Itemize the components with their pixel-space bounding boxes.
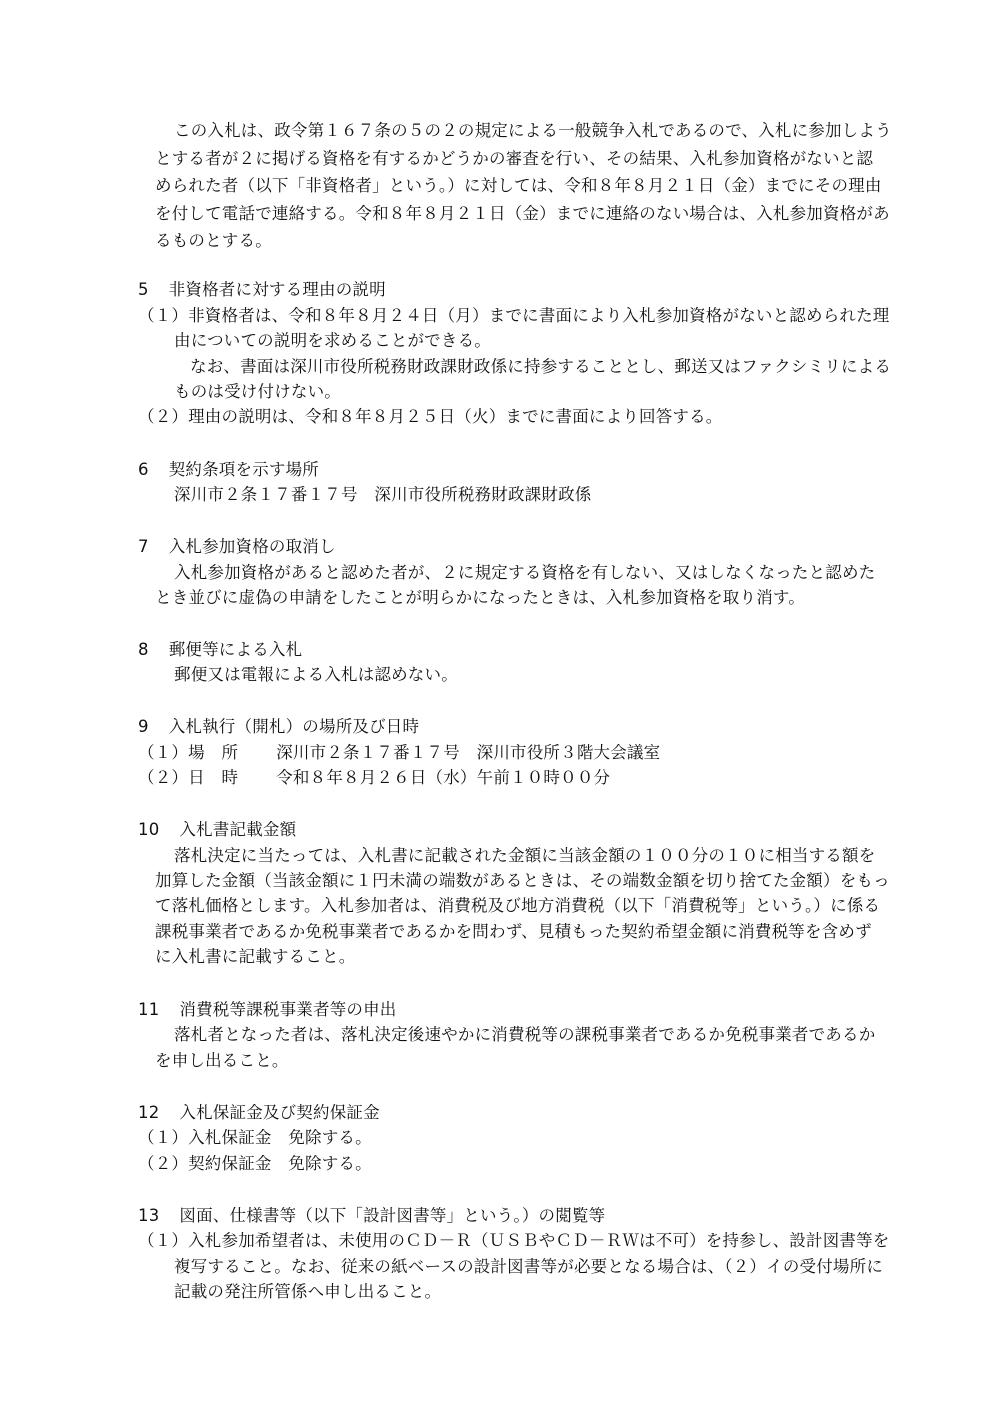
- section-title: 消費税等課税事業者等の申出: [179, 1000, 397, 1019]
- section-number: 5: [138, 280, 149, 299]
- intro-line: を付して電話で連絡する。令和８年８月２１日（金）までに連絡のない場合は、入札参加資格があ: [155, 204, 890, 223]
- item-number: （２）: [138, 768, 189, 787]
- item-number: （２）: [138, 1154, 189, 1173]
- section-5-item-1-cont: なお、書面は深川市役所税務財政課財政係に持参することとし、郵送又はファクシミリによる: [190, 357, 892, 376]
- section-number: 12: [138, 1103, 160, 1122]
- item-label: 場 所: [188, 743, 239, 762]
- section-title: 入札執行（開札）の場所及び日時: [168, 717, 420, 736]
- section-number: 8: [138, 640, 149, 659]
- item-number: （１）: [138, 743, 189, 762]
- section-title: 契約条項を示す場所: [168, 460, 320, 479]
- section-number: 6: [138, 460, 149, 479]
- item-value: 令和８年８月２６日（水）午前１０時００分: [276, 768, 611, 787]
- section-5-heading: [138, 277, 386, 303]
- section-title: 入札書記載金額: [179, 820, 297, 839]
- section-number: 7: [138, 537, 149, 556]
- section-title: 郵便等による入札: [168, 640, 303, 659]
- section-title: 入札参加資格の取消し: [168, 537, 336, 556]
- section-11-heading: [138, 997, 397, 1023]
- item-label: 日 時: [188, 768, 239, 787]
- section-9-item-2: [138, 765, 610, 791]
- section-7-body: 入札参加資格があると認めた者が、２に規定する資格を有しない、又はしなくなったと認めた: [174, 563, 876, 582]
- section-number: 10: [138, 820, 160, 839]
- section-11-body: 落札者となった者は、落札決定後速やかに消費税等の課税事業者であるか免税事業者であるか: [174, 1025, 876, 1044]
- section-title: 非資格者に対する理由の説明: [168, 280, 386, 299]
- item-number: （１）: [138, 1231, 189, 1250]
- item-value: 深川市２条１７番１７号 深川市役所３階大会議室: [276, 743, 661, 762]
- section-13-heading: [138, 1203, 605, 1229]
- section-9-heading: [138, 714, 419, 740]
- item-text: 非資格者は、令和８年８月２４日（月）までに書面により入札参加資格がないと認められた理: [188, 306, 890, 325]
- section-5-item-1-cont: ものは受け付けない。: [174, 382, 341, 401]
- item-text: 契約保証金 免除する。: [188, 1154, 372, 1173]
- section-7-heading: [138, 534, 336, 560]
- section-12-item-2: [138, 1151, 372, 1177]
- section-5-item-1: [138, 303, 890, 329]
- item-text: 入札保証金 免除する。: [188, 1128, 372, 1147]
- section-13-item-1-cont: 記載の発注所管係へ申し出ること。: [174, 1282, 442, 1301]
- section-number: 13: [138, 1206, 160, 1225]
- section-10-body: 課税事業者であるか免税事業者であるかを問わず、見積もった契約希望金額に消費税等を含めず: [155, 922, 872, 941]
- section-6-body: 深川市２条１７番１７号 深川市役所税務財政課財政係: [174, 485, 592, 504]
- item-text: 入札参加希望者は、未使用のＣＤ－Ｒ（ＵＳＢやＣＤ－ＲＷは不可）を持参し、設計図書等を: [188, 1231, 890, 1250]
- section-8-heading: [138, 637, 302, 663]
- section-13-item-1: [138, 1228, 890, 1254]
- section-6-heading: [138, 457, 319, 483]
- section-number: 9: [138, 717, 149, 736]
- section-9-item-1: [138, 740, 660, 766]
- intro-line: るものとする。: [155, 231, 272, 250]
- section-7-body: とき並びに虚偽の申請をしたことが明らかになったときは、入札参加資格を取り消す。: [155, 588, 805, 607]
- section-10-body: 加算した金額（当該金額に１円未満の端数があるときは、その端数金額を切り捨てた金額）をもっ: [155, 871, 890, 890]
- section-10-body: に入札書に記載すること。: [155, 947, 356, 966]
- intro-line: められた者（以下「非資格者」という。）に対しては、令和８年８月２１日（金）までにその理由: [155, 176, 882, 195]
- section-5-item-1-cont: 由についての説明を求めることができる。: [174, 331, 491, 350]
- item-number: （２）: [138, 407, 189, 426]
- section-13-item-1-cont: 複写すること。なお、従来の紙ベースの設計図書等が必要となる場合は、（２）イの受付場所に: [174, 1257, 884, 1276]
- section-10-body: て落札価格とします。入札参加者は、消費税及び地方消費税（以下「消費税等」という。）に係る: [155, 896, 881, 915]
- item-number: （１）: [138, 1128, 189, 1147]
- section-title: 図面、仕様書等（以下「設計図書等」という。）の閲覧等: [179, 1206, 606, 1225]
- section-11-body: を申し出ること。: [155, 1051, 289, 1070]
- item-text: 理由の説明は、令和８年８月２５日（火）までに書面により回答する。: [188, 407, 723, 426]
- section-10-heading: [138, 817, 296, 843]
- section-5-item-2: [138, 404, 723, 430]
- intro-line: とする者が２に掲げる資格を有するかどうかの審査を行い、その結果、入札参加資格がないと認: [155, 149, 874, 168]
- section-number: 11: [138, 1000, 160, 1019]
- section-10-body: 落札決定に当たっては、入札書に記載された金額に当該金額の１００分の１０に相当する額を: [174, 846, 876, 865]
- intro-line: この入札は、政令第１６７条の５の２の規定による一般競争入札であるので、入札に参加しよう: [174, 121, 892, 140]
- section-12-heading: [138, 1100, 380, 1126]
- section-8-body: 郵便又は電報による入札は認めない。: [174, 665, 458, 684]
- section-title: 入札保証金及び契約保証金: [179, 1103, 380, 1122]
- section-12-item-1: [138, 1125, 372, 1151]
- item-number: （１）: [138, 306, 189, 325]
